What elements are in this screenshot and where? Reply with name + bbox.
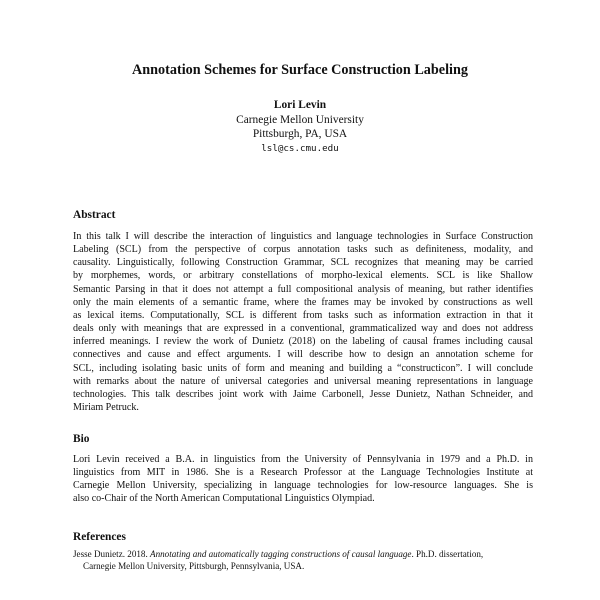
- abstract-line: with remarks about the nature of universal categories and universal meaning representations in language: [73, 375, 533, 387]
- bio-heading: Bio: [73, 433, 90, 445]
- reference-after-title: . Ph.D. dissertation,: [411, 549, 484, 559]
- bio-line: linguistics from MIT in 1986. She is a Research Professor at the Language Technologies Institute at: [73, 467, 533, 479]
- abstract-line: as lexical items. Computationally, SCL is different from tasks such as information extraction in that it: [73, 309, 533, 321]
- abstract-text: [73, 230, 533, 414]
- abstract-line: technologies. This talk describes joint work with Jaime Carbonell, Jesse Dunietz, Nathan Schneider, and: [73, 388, 533, 400]
- bio-text: [73, 453, 533, 506]
- reference-first-line: [73, 548, 543, 560]
- author-name: Lori Levin: [273, 99, 327, 111]
- author-block: [0, 98, 600, 156]
- abstract-line: Miriam Petruck.: [73, 402, 139, 414]
- reference-entry: [73, 548, 543, 572]
- abstract-line: deals only with meanings that are expressed in a conventional, grammaticalized way and does not address: [73, 323, 533, 335]
- author-affiliation: Carnegie Mellon University: [236, 113, 364, 126]
- bio-line: Lori Levin received a B.A. in linguistics from the University of Pennsylvania in 1979 and a Ph.D. in: [73, 454, 533, 465]
- bio-line: also co-Chair of the North American Computational Linguistics Olympiad.: [73, 493, 375, 505]
- abstract-line: only the main elements of a semantic frame, where the frames may be invoked by constructions as well: [73, 296, 533, 308]
- author-location: Pittsburgh, PA, USA: [252, 128, 348, 140]
- abstract-line: inferred meanings. I review the work of Dunietz (2018) on the labeling of causal frames including causal: [73, 336, 533, 348]
- reference-authors-year: Jesse Dunietz. 2018.: [73, 549, 151, 559]
- references-heading: References: [73, 531, 126, 543]
- abstract-line: connectives and cause and effect arguments. I will describe how to design an annotation scheme for: [73, 349, 533, 361]
- abstract-line: causality. Linguistically, following Construction Grammar, SCL recognizes that meaning may be carried: [73, 257, 533, 269]
- bio-line: Carnegie Mellon University, specializing in language technologies for low-resource languages. She is: [73, 480, 533, 492]
- abstract-line: Labeling (SCL) from the perspective of corpus annotation tasks such as definiteness, modality, and: [73, 244, 533, 256]
- reference-continuation: Carnegie Mellon University, Pittsburgh, Pennsylvania, USA.: [83, 561, 305, 571]
- abstract-line: Semantic Parsing in that it does not attempt a full compositional analysis of meaning, but rather identifies: [73, 283, 533, 295]
- reference-title: Annotating and automatically tagging constructions of causal language: [150, 549, 412, 559]
- abstract-heading: Abstract: [73, 209, 116, 221]
- author-email: lsl@cs.cmu.edu: [261, 142, 339, 154]
- abstract-line: SCL, including isolating basic units of form and meaning and building a “constructicon”. I will conclude: [73, 362, 533, 374]
- paper-title: Annotation Schemes for Surface Construction Labeling: [132, 62, 468, 78]
- abstract-line: In this talk I will describe the interaction of linguistics and language technologies in Surface Construction: [73, 231, 533, 242]
- abstract-line: by morphemes, words, or arbitrary constellations of morpho-lexical elements. SCL is like Shallow: [73, 270, 533, 282]
